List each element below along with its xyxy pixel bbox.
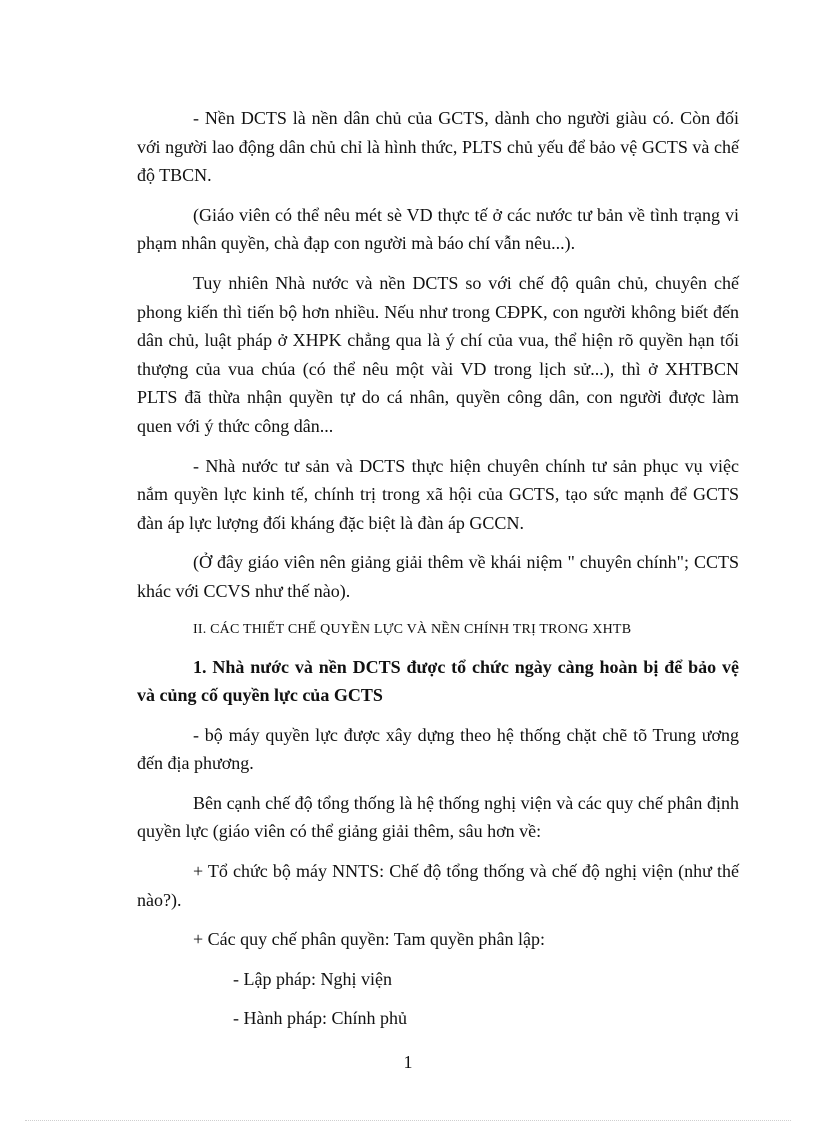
- document-body: [137, 104, 739, 1044]
- subsection-heading-1: 1. Nhà nước và nền DCTS được tổ chức ngày càng hoàn bị để bảo vệ và củng cố quyền lực của GCTS: [137, 656, 739, 706]
- section-heading-ii: II. CÁC THIẾT CHẾ QUYỀN LỰC VÀ NỀN CHÍNH TRỊ TRONG XHTB: [193, 621, 632, 637]
- page-bottom-divider: [25, 1120, 791, 1121]
- paragraph-bourgeois-dictatorship: - Nhà nước tư sản và DCTS thực hiện chuyên chính tư sản phục vụ việc nắm quyền lực kinh tế, chính trị trong xã hội của GCTS, tạo sức mạnh để GCTS đàn áp lực lượng đối kháng đặc biệt là đàn áp GCCN.: [137, 455, 739, 533]
- page-number: 1: [403, 1052, 413, 1072]
- paragraph-power-apparatus: - bộ máy quyền lực được xây dựng theo hệ thống chặt chẽ tõ Trung ương đến địa phương.: [137, 724, 739, 774]
- paragraph-parliament-system: Bên cạnh chế độ tổng thống là hệ thống nghị viện và các quy chế phân định quyền lực (giáo viên có thể giảng giải thêm, sâu hơn về:: [137, 792, 739, 842]
- list-item-separation-of-powers: + Các quy chế phân quyền: Tam quyền phân lập:: [193, 929, 545, 950]
- list-subitem-legislative: - Lập pháp: Nghị viện: [233, 968, 392, 989]
- paragraph-teacher-note-human-rights: (Giáo viên có thể nêu mét sè VD thực tế ở các nước tư bản về tình trạng vi phạm nhân quyền, chà đạp con người mà báo chí vẫn nêu...).: [137, 204, 739, 254]
- paragraph-progress-vs-feudalism: Tuy nhiên Nhà nước và nền DCTS so với chế độ quân chủ, chuyên chế phong kiến thì tiến bộ hơn nhiều. Nếu như trong CĐPK, con người không biết đến dân chủ, luật pháp ở XHPK chẳng qua là ý chí của vua, thể hiện rõ quyền hạn tối thượng của vua chúa (có thể nêu một vài VD trong lịch sử...), thì ở XHTBCN PLTS đã thừa nhận quyền tự do cá nhân, quyền công dân, con người được làm quen với ý thức công dân...: [137, 272, 739, 436]
- paragraph-teacher-note-dictatorship: (Ở đây giáo viên nên giảng giải thêm về khái niệm " chuyên chính"; CCTS khác với CCVS như thế nào).: [137, 552, 739, 601]
- paragraph-dcts-nature: - Nền DCTS là nền dân chủ của GCTS, dành cho người giàu có. Còn đối với người lao động dân chủ chỉ là hình thức, PLTS chủ yếu để bảo vệ GCTS và chế độ TBCN.: [137, 108, 739, 186]
- list-item-state-apparatus: + Tổ chức bộ máy NNTS: Chế độ tổng thống và chế độ nghị viện (như thế nào?).: [137, 861, 739, 910]
- list-subitem-executive: - Hành pháp: Chính phủ: [233, 1008, 407, 1029]
